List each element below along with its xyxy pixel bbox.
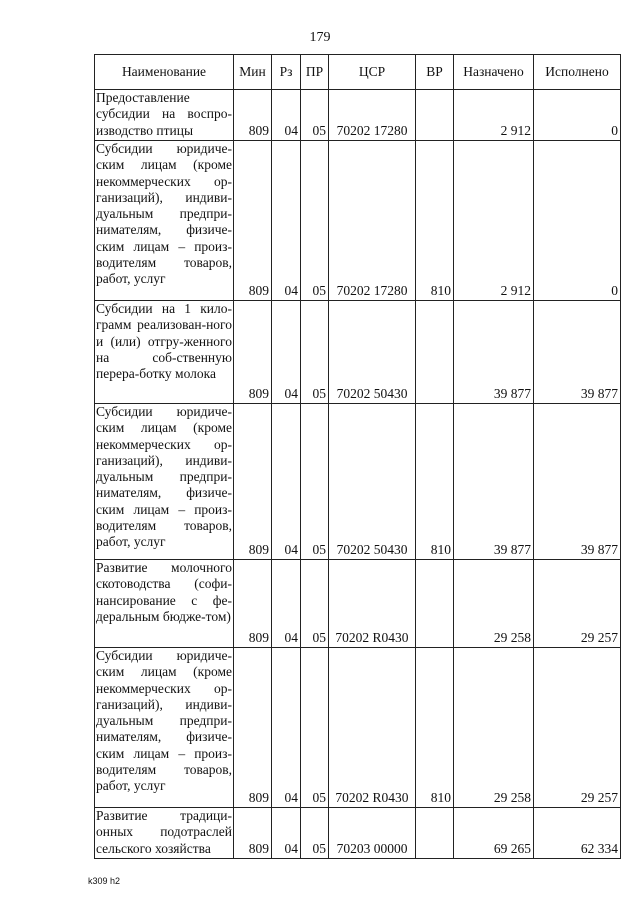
- table-row: [95, 141, 621, 301]
- row-name: Развитие традици-онных подотраслей сельского хозяйства: [95, 808, 234, 859]
- row-vr: [416, 90, 454, 141]
- row-csr: 70202 50430: [329, 404, 416, 560]
- row-vr: 810: [416, 404, 454, 560]
- row-min: 809: [234, 404, 272, 560]
- row-name: Субсидии юридиче-ским лицам (кроме некоммерческих ор-ганизаций), индиви-дуальным предпри-нимателям, физиче-ским лицам – произ-водителям товаров, работ, услуг: [95, 141, 234, 301]
- row-rz: 04: [272, 648, 301, 808]
- row-rz: 04: [272, 560, 301, 648]
- row-pr: 05: [301, 404, 329, 560]
- row-min: 809: [234, 648, 272, 808]
- header-rz: Рз: [272, 55, 301, 90]
- row-name: Субсидии юридиче-ским лицам (кроме некоммерческих ор-ганизаций), индиви-дуальным предпри-нимателям, физиче-ским лицам – произ-водителям товаров, работ, услуг: [95, 648, 234, 808]
- row-rz: 04: [272, 301, 301, 404]
- header-csr: ЦСР: [329, 55, 416, 90]
- row-vr: 810: [416, 141, 454, 301]
- row-assigned: 2 912: [454, 90, 534, 141]
- row-executed: 29 257: [534, 648, 621, 808]
- row-assigned: 29 258: [454, 560, 534, 648]
- table-row: [95, 808, 621, 859]
- row-assigned: 39 877: [454, 301, 534, 404]
- row-name: Предоставление субсидии на воспро-изводство птицы: [95, 90, 234, 141]
- row-csr: 70202 R0430: [329, 648, 416, 808]
- row-executed: 39 877: [534, 404, 621, 560]
- row-rz: 04: [272, 404, 301, 560]
- row-assigned: 39 877: [454, 404, 534, 560]
- row-pr: 05: [301, 560, 329, 648]
- table-header-row: [95, 55, 621, 90]
- header-vr: ВР: [416, 55, 454, 90]
- row-pr: 05: [301, 141, 329, 301]
- row-csr: 70202 17280: [329, 141, 416, 301]
- table-row: [95, 301, 621, 404]
- row-rz: 04: [272, 90, 301, 141]
- row-executed: 0: [534, 90, 621, 141]
- header-pr: ПР: [301, 55, 329, 90]
- row-name: Субсидии юридиче-ским лицам (кроме некоммерческих ор-ганизаций), индиви-дуальным предпри-нимателям, физиче-ским лицам – произ-водителям товаров, работ, услуг: [95, 404, 234, 560]
- row-pr: 05: [301, 301, 329, 404]
- header-name: Наименование: [95, 55, 234, 90]
- row-name: Субсидии на 1 кило-грамм реализован-ного и (или) отгру-женного на соб-ственную перера-ботку молока: [95, 301, 234, 404]
- row-pr: 05: [301, 808, 329, 859]
- row-csr: 70203 00000: [329, 808, 416, 859]
- row-vr: 810: [416, 648, 454, 808]
- row-assigned: 69 265: [454, 808, 534, 859]
- row-executed: 29 257: [534, 560, 621, 648]
- row-csr: 70202 17280: [329, 90, 416, 141]
- table-row: [95, 648, 621, 808]
- row-executed: 0: [534, 141, 621, 301]
- row-pr: 05: [301, 648, 329, 808]
- row-min: 809: [234, 808, 272, 859]
- header-min: Мин: [234, 55, 272, 90]
- row-min: 809: [234, 301, 272, 404]
- table-row: [95, 560, 621, 648]
- table-row: [95, 90, 621, 141]
- row-name: Развитие молочного скотоводства (софи-нансирование с фе-деральным бюдже-том): [95, 560, 234, 648]
- row-rz: 04: [272, 141, 301, 301]
- row-vr: [416, 808, 454, 859]
- row-vr: [416, 301, 454, 404]
- row-pr: 05: [301, 90, 329, 141]
- row-min: 809: [234, 560, 272, 648]
- row-assigned: 29 258: [454, 648, 534, 808]
- row-assigned: 2 912: [454, 141, 534, 301]
- row-rz: 04: [272, 808, 301, 859]
- row-min: 809: [234, 141, 272, 301]
- row-csr: 70202 50430: [329, 301, 416, 404]
- row-executed: 39 877: [534, 301, 621, 404]
- row-csr: 70202 R0430: [329, 560, 416, 648]
- header-executed: Исполнено: [534, 55, 621, 90]
- row-executed: 62 334: [534, 808, 621, 859]
- header-assigned: Назначено: [454, 55, 534, 90]
- table-row: [95, 404, 621, 560]
- row-min: 809: [234, 90, 272, 141]
- page-number: 179: [309, 30, 331, 45]
- footer-code: k309 h2: [88, 876, 121, 886]
- row-vr: [416, 560, 454, 648]
- budget-table: [94, 54, 621, 859]
